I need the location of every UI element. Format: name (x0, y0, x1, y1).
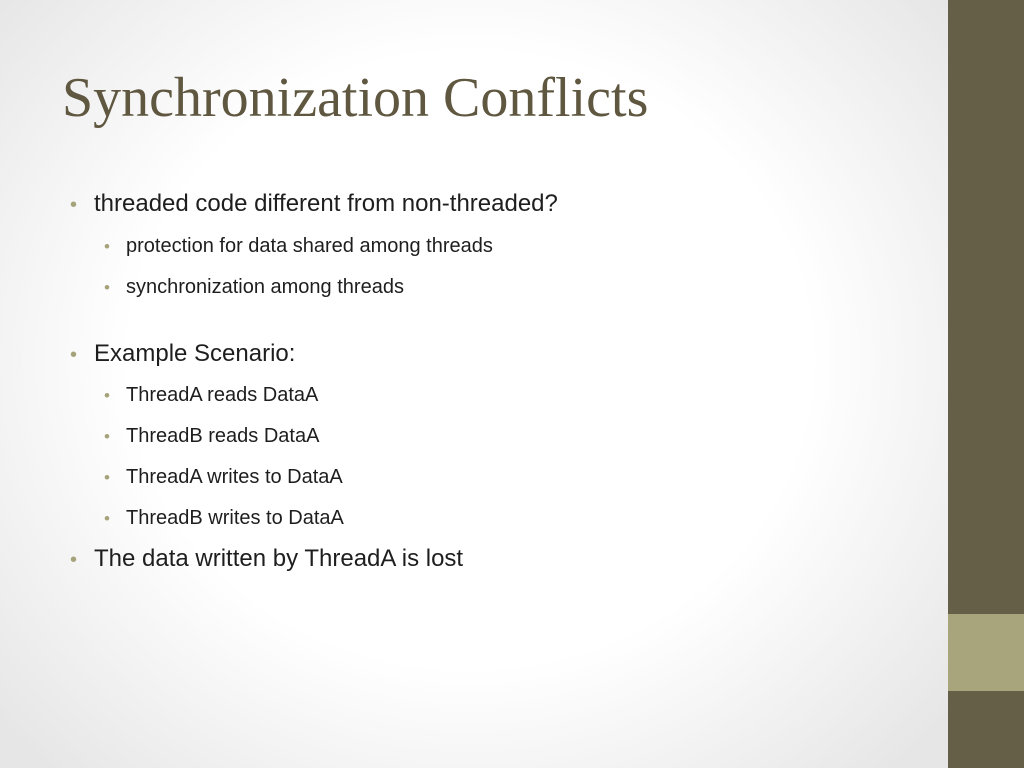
bullet-dot: • (70, 194, 78, 216)
sub-bullet-threada-writes (70, 457, 930, 498)
slide-title: Synchronization Conflicts (62, 67, 649, 129)
sub-bullet-text: protection for data shared among threads (126, 235, 493, 257)
sub-bullet-threadb-reads (70, 416, 930, 457)
side-decoration-bar (948, 0, 1024, 768)
sub-bullet-threadb-writes (70, 498, 930, 539)
bullet-dot: • (104, 386, 110, 405)
bullet-dot: • (104, 468, 110, 487)
side-bar-bottom-band (948, 691, 1024, 768)
bullet-dot: • (104, 278, 110, 297)
sub-bullet-threada-reads (70, 375, 930, 416)
slide-body (70, 184, 930, 580)
bullet-text: Example Scenario: (94, 340, 296, 367)
bullet-dot: • (104, 237, 110, 256)
bullet-dot: • (70, 344, 78, 366)
side-bar-accent-band (948, 614, 1024, 691)
bullet-dot: • (104, 427, 110, 446)
sub-bullet-synchronization (70, 267, 930, 308)
paragraph-spacer (70, 308, 930, 334)
sub-bullet-text: ThreadA writes to DataA (126, 466, 343, 488)
side-bar-top-band (948, 0, 1024, 614)
bullet-dot: • (70, 549, 78, 571)
bullet-example-scenario (70, 334, 930, 375)
bullet-text: threaded code different from non-threaded? (94, 190, 558, 217)
sub-bullet-text: ThreadA reads DataA (126, 384, 319, 406)
bullet-dot: • (104, 509, 110, 528)
bullet-data-lost (70, 539, 930, 580)
bullet-threaded-code (70, 184, 930, 225)
sub-bullet-text: ThreadB writes to DataA (126, 507, 344, 529)
sub-bullet-text: ThreadB reads DataA (126, 425, 320, 447)
sub-bullet-text: synchronization among threads (126, 276, 404, 298)
sub-bullet-protection (70, 226, 930, 267)
bullet-text: The data written by ThreadA is lost (94, 545, 464, 572)
